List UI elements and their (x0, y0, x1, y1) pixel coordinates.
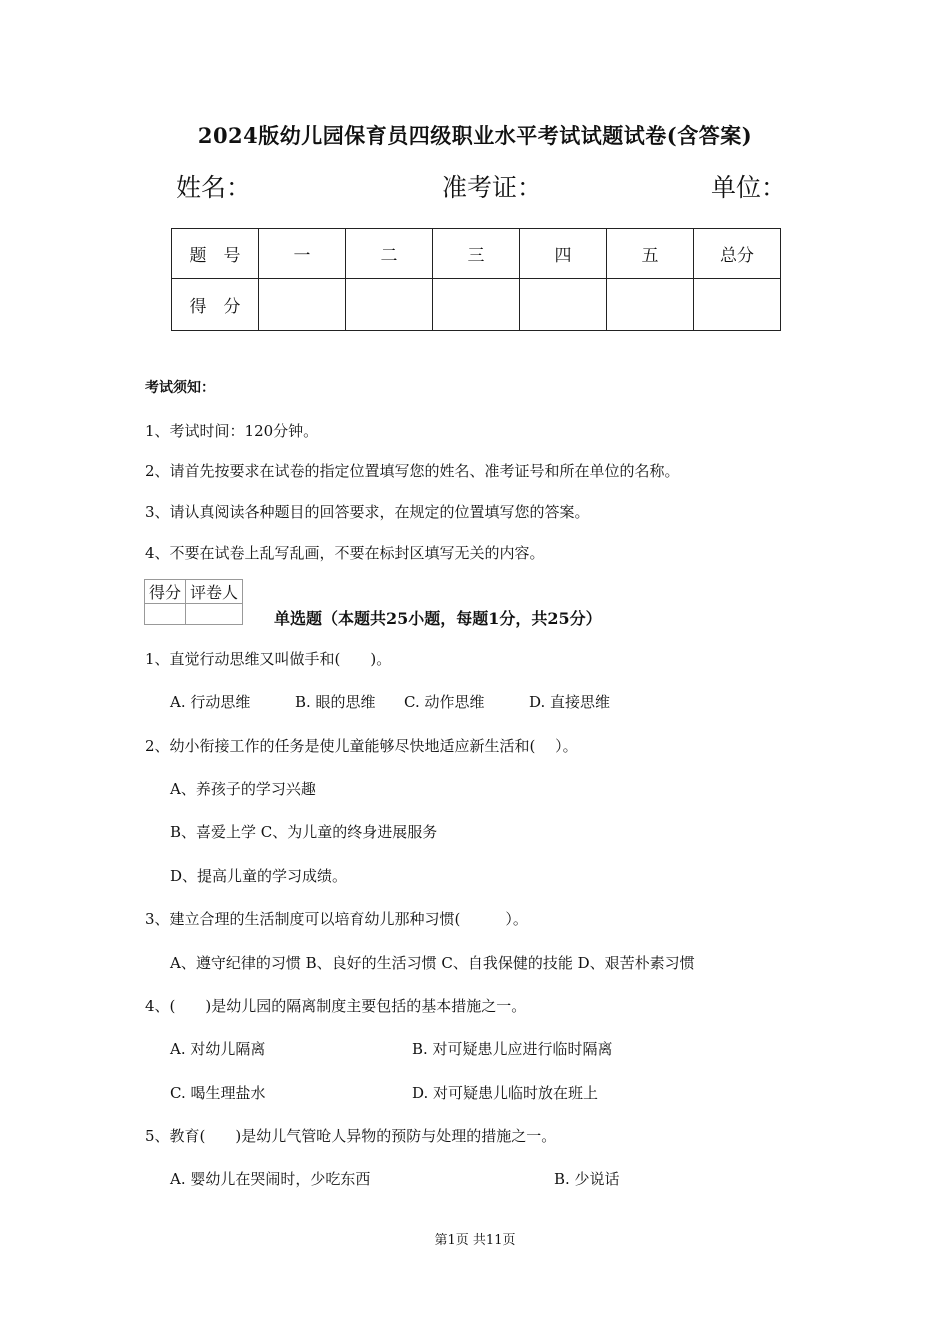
score-input-cell[interactable] (520, 279, 607, 331)
score-table (171, 228, 781, 331)
section-title: 单选题（本题共25小题，每题1分，共25分） (274, 609, 602, 628)
grader-box (144, 579, 243, 625)
question-option: B. 对可疑患儿应进行临时隔离 (412, 1040, 613, 1058)
question-option: A. 对幼儿隔离 (170, 1040, 266, 1058)
document-title: 2024版幼儿园保育员四级职业水平考试试题试卷(含答案) (197, 123, 753, 148)
score-header-cell: 一 (259, 229, 346, 279)
score-header-cell: 二 (346, 229, 433, 279)
score-row-label: 得 分 (172, 279, 259, 331)
question-stem: 5、教育( )是幼儿气管呛人异物的预防与处理的措施之一。 (145, 1127, 557, 1145)
page-number-footer: 第1页 共11页 (434, 1233, 516, 1248)
question-option: B、喜爱上学 C、为儿童的终身进展服务 (170, 823, 438, 841)
note-item: 3、请认真阅读各种题目的回答要求，在规定的位置填写您的答案。 (145, 503, 590, 521)
grader-name-label: 评卷人 (186, 580, 243, 604)
question-option: A. 婴幼儿在哭闹时，少吃东西 (170, 1170, 371, 1188)
question-option: D. 直接思维 (529, 693, 611, 711)
score-header-cell: 四 (520, 229, 607, 279)
score-header-cell: 五 (607, 229, 694, 279)
grader-name-cell[interactable] (186, 604, 243, 625)
score-input-cell[interactable] (694, 279, 781, 331)
notes-heading: 考试须知： (145, 380, 215, 396)
grader-score-label: 得分 (145, 580, 186, 604)
note-item: 4、不要在试卷上乱写乱画，不要在标封区填写无关的内容。 (145, 544, 545, 562)
score-input-cell[interactable] (259, 279, 346, 331)
grader-score-cell[interactable] (145, 604, 186, 625)
unit-field-label: 单位： (711, 173, 787, 202)
note-item: 2、请首先按要求在试卷的指定位置填写您的姓名、准考证号和所在单位的名称。 (145, 462, 680, 480)
name-field-label: 姓名： (176, 173, 252, 202)
note-item: 1、考试时间：120分钟。 (145, 422, 319, 440)
question-option: B. 眼的思维 (295, 693, 376, 711)
question-stem: 4、( )是幼儿园的隔离制度主要包括的基本措施之一。 (145, 997, 527, 1015)
score-input-cell[interactable] (346, 279, 433, 331)
score-table-header-row (172, 229, 781, 279)
question-option: B. 少说话 (554, 1170, 620, 1188)
question-option: D. 对可疑患儿临时放在班上 (412, 1084, 599, 1102)
score-table-score-row (172, 279, 781, 331)
exam-id-field-label: 准考证： (442, 173, 543, 202)
question-option: A、遵守纪律的习惯 B、良好的生活习惯 C、自我保健的技能 D、艰苦朴素习惯 (170, 954, 695, 972)
score-input-cell[interactable] (433, 279, 520, 331)
question-option: A、养孩子的学习兴趣 (170, 780, 316, 798)
question-option: D、提高儿童的学习成绩。 (170, 867, 348, 885)
question-option: A. 行动思维 (170, 693, 251, 711)
score-header-label: 题 号 (172, 229, 259, 279)
question-option: C. 喝生理盐水 (170, 1084, 266, 1102)
question-option: C. 动作思维 (404, 693, 485, 711)
question-stem: 2、幼小衔接工作的任务是使儿童能够尽快地适应新生活和( ）。 (145, 737, 578, 755)
question-stem: 1、直觉行动思维又叫做手和( )。 (145, 650, 392, 668)
score-header-cell: 三 (433, 229, 520, 279)
score-input-cell[interactable] (607, 279, 694, 331)
question-stem: 3、建立合理的生活制度可以培育幼儿那种习惯( ）。 (145, 910, 528, 928)
score-header-cell: 总分 (694, 229, 781, 279)
